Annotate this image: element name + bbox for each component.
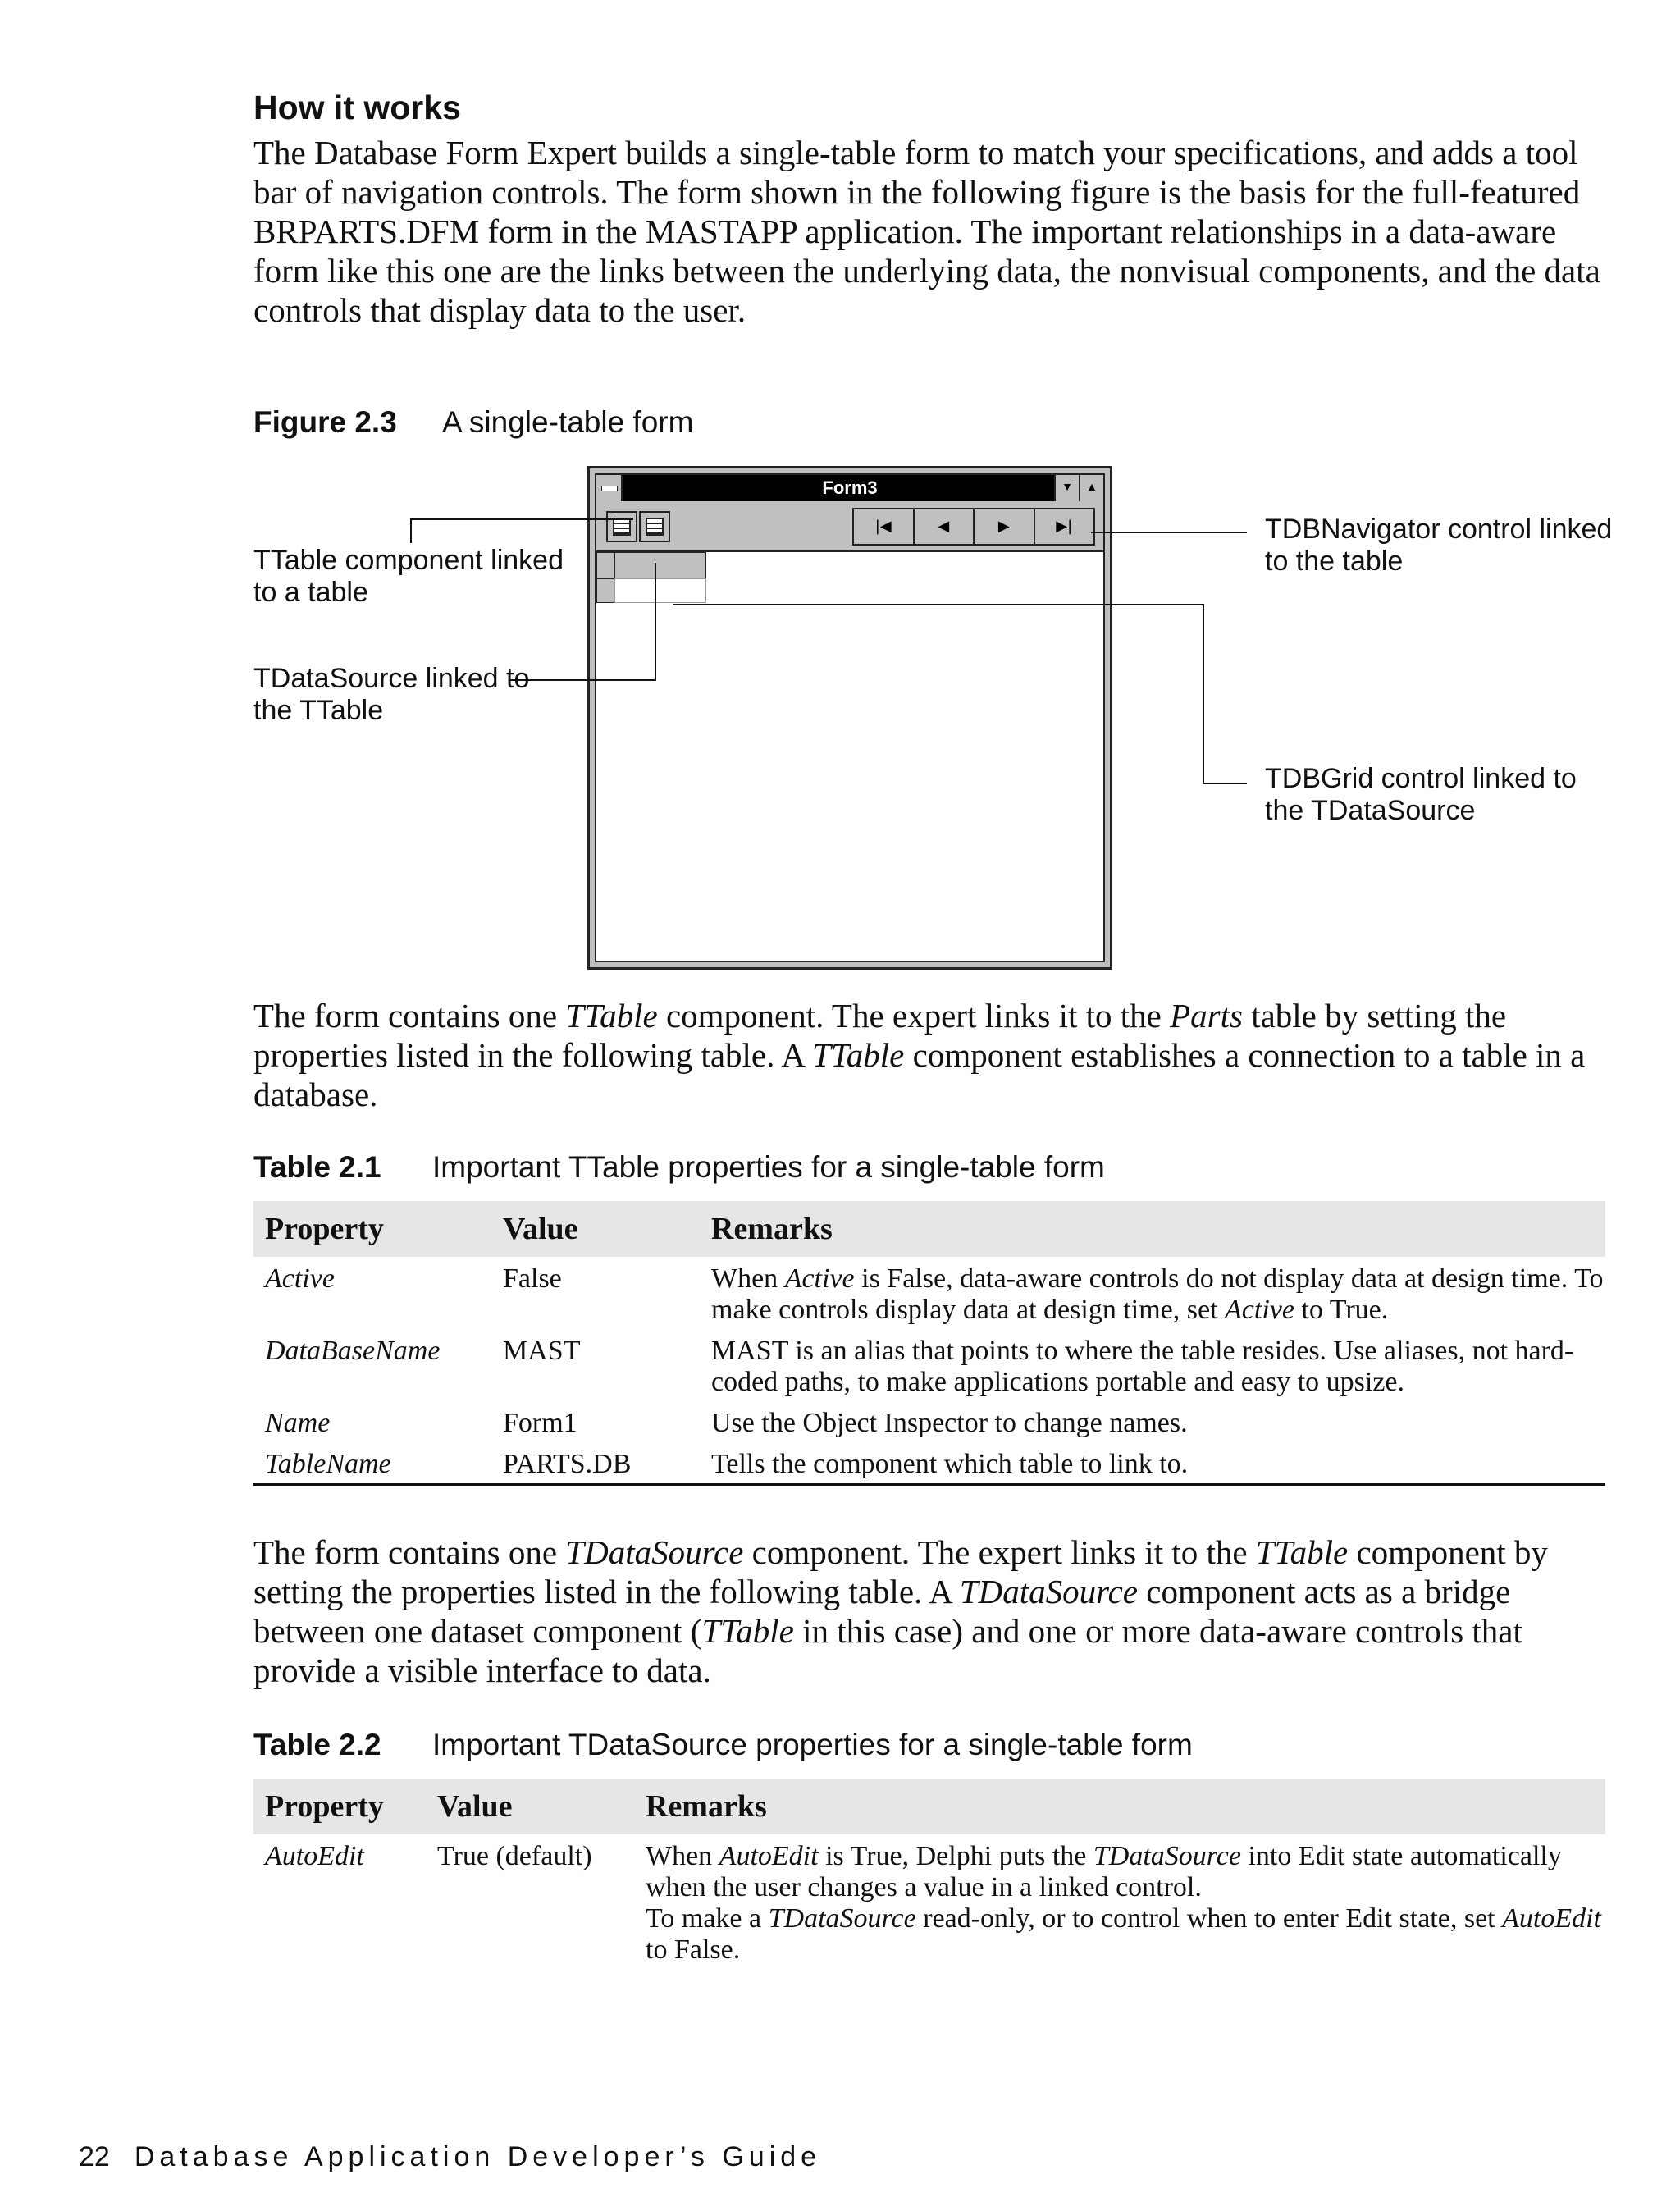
remarks-cell: [700, 1257, 1605, 1329]
value-cell: MAST: [503, 1336, 581, 1366]
db-grid[interactable]: [596, 552, 1103, 961]
value-cell: True (default): [437, 1841, 592, 1871]
remarks-text: To make a: [646, 1903, 769, 1934]
remarks-em: Active: [784, 1263, 855, 1294]
table2-header-property: Property: [253, 1779, 426, 1834]
tdatasource-callout-line1: TDataSource linked to: [253, 663, 530, 694]
table2-caption: [253, 1728, 1193, 1762]
remarks-line: [646, 1903, 1605, 1966]
p3-em-4: TTable: [701, 1612, 794, 1650]
remarks-cell: MAST is an alias that points to where the table resides. Use aliases, not hard-coded paths, to make applications portable and easy to upsize.: [711, 1336, 1574, 1397]
table2-caption-text: Important TDataSource properties for a single-table form: [432, 1728, 1193, 1761]
p3-text-5: in this case) and one or more data-aware controls that provide a visible interface to data.: [253, 1612, 1522, 1689]
value-cell: False: [503, 1263, 562, 1294]
navigator-callout-line: [1091, 532, 1247, 533]
remarks-cell: Use the Object Inspector to change names.: [711, 1408, 1188, 1438]
table2-number: Table 2.2: [253, 1728, 381, 1761]
navigator-callout-line1: TDBNavigator control linked: [1265, 514, 1613, 545]
remarks-text: When: [646, 1841, 719, 1871]
table1-header-remarks: Remarks: [700, 1201, 1605, 1257]
maximize-icon[interactable]: ▲: [1079, 475, 1103, 501]
next-record-button[interactable]: ▶: [975, 509, 1035, 544]
remarks-em: AutoEdit: [1502, 1903, 1601, 1934]
table2-header-row: [253, 1779, 1605, 1834]
p2-text-4: component establishes a connection to a table in a database.: [253, 1036, 1586, 1113]
ttable-callout: [253, 545, 564, 609]
remarks-text: read-only, or to control when to enter Edit state, set: [915, 1903, 1503, 1934]
remarks-text: is True, Delphi puts the: [818, 1841, 1093, 1871]
remarks-em: TDataSource: [768, 1903, 916, 1934]
tdatasource-paragraph: [253, 1532, 1607, 1690]
p2-text-3: table by setting the properties listed in the following table. A: [253, 997, 1507, 1074]
remarks-text: into Edit state automatically when the user changes a value in a linked control.: [646, 1841, 1562, 1902]
remarks-text: When: [711, 1263, 785, 1294]
table1-caption: [253, 1150, 1105, 1185]
ttable-paragraph: [253, 996, 1607, 1114]
tdatasource-callout-line-v: [655, 563, 656, 681]
table-row: [253, 1401, 1605, 1442]
p2-text-1: The form contains one: [253, 997, 566, 1035]
navigator-callout: [1265, 514, 1612, 578]
p2-em-2: Parts: [1170, 997, 1243, 1035]
grid-callout-line-h2: [1203, 783, 1247, 784]
ttable-callout-line2: to a table: [253, 577, 368, 608]
minimize-icon[interactable]: ▼: [1054, 475, 1079, 501]
property-cell: TableName: [265, 1449, 391, 1479]
last-record-button[interactable]: ▶|: [1035, 509, 1094, 544]
value-cell: Form1: [503, 1408, 578, 1438]
figure-caption: [253, 405, 694, 440]
grid-callout-line2: the TDataSource: [1265, 795, 1476, 826]
p3-em-3: TDataSource: [959, 1573, 1139, 1610]
table1-number: Table 2.1: [253, 1150, 381, 1184]
table2-header-remarks: Remarks: [634, 1779, 1605, 1834]
tdatasource-callout-line2: the TTable: [253, 695, 384, 726]
window-toolbar: [596, 501, 1103, 552]
remarks-em: Active: [1225, 1295, 1294, 1325]
grid-data-cell[interactable]: [614, 578, 706, 603]
p2-text-2: component. The expert links it to the: [657, 997, 1171, 1035]
db-navigator: [852, 508, 1095, 546]
p3-text-1: The form contains one: [253, 1533, 566, 1571]
page-number: 22: [79, 2141, 110, 2172]
grid-callout-line-h1: [673, 604, 1204, 605]
table1-header-value: Value: [491, 1201, 700, 1257]
ttable-callout-line-v: [410, 518, 412, 543]
grid-indicator-cell: [596, 552, 614, 578]
table-row: [253, 1329, 1605, 1401]
ttable-callout-line1: TTable component linked: [253, 545, 564, 576]
p3-text-3: component by setting the properties listed in the following table. A: [253, 1533, 1548, 1610]
prior-record-button[interactable]: ◀: [915, 509, 975, 544]
section-heading: How it works: [253, 89, 461, 126]
p3-em-2: TTable: [1255, 1533, 1349, 1571]
window-title: Form3: [822, 477, 878, 498]
grid-header-cell: [614, 552, 706, 578]
remarks-cell: [634, 1834, 1605, 1969]
tdatasource-properties-table: [253, 1779, 1605, 1969]
p2-em-1: TTable: [565, 997, 658, 1035]
grid-callout-line-v: [1203, 604, 1204, 784]
window-titlebar: [596, 475, 1103, 501]
table-row: [253, 1834, 1605, 1969]
figure-caption-text: A single-table form: [442, 405, 694, 439]
remarks-cell: Tells the component which table to link to.: [711, 1449, 1189, 1479]
property-cell: DataBaseName: [265, 1336, 441, 1366]
value-cell: PARTS.DB: [503, 1449, 632, 1479]
property-cell: Name: [265, 1408, 331, 1438]
remarks-text: is False, data-aware controls do not display data at design time. To make controls display data at design time, set: [711, 1263, 1604, 1325]
table1-header-row: [253, 1201, 1605, 1257]
p2-em-3: TTable: [811, 1036, 905, 1074]
remarks-text: to True.: [1294, 1295, 1389, 1325]
window-client-frame: [595, 473, 1105, 962]
table1-header-property: Property: [253, 1201, 491, 1257]
tdatasource-callout: [253, 663, 529, 727]
remarks-em: AutoEdit: [719, 1841, 819, 1871]
book-title: Database Application Developer’s Guide: [134, 2141, 822, 2172]
grid-row-indicator: [596, 578, 614, 603]
tdatasource-component-icon[interactable]: [639, 511, 670, 542]
p3-text-2: component. The expert links it to the: [743, 1533, 1256, 1571]
ttable-callout-line-h: [410, 518, 633, 520]
grid-callout-line1: TDBGrid control linked to: [1265, 763, 1577, 794]
table-row: [253, 1257, 1605, 1329]
p3-text-4: component acts as a bridge between one dataset component (: [253, 1573, 1511, 1650]
form-window: [587, 466, 1112, 970]
system-menu-icon[interactable]: [596, 475, 623, 501]
first-record-button[interactable]: |◀: [854, 509, 915, 544]
ttable-properties-table: [253, 1201, 1605, 1486]
ttable-component-icon[interactable]: [606, 511, 637, 542]
table2-header-value: Value: [426, 1779, 634, 1834]
remarks-em: TDataSource: [1093, 1841, 1241, 1871]
intro-paragraph: The Database Form Expert builds a single-table form to match your specifications, and adds a tool bar of navigation controls. The form shown in the following figure is the basis for the full-featured BRPARTS.DFM form in the MASTAPP application. The important relationships in a data-aware form like this one are the links between the underlying data, the nonvisual components, and the data controls that display data to the user.: [253, 134, 1600, 329]
property-cell: AutoEdit: [265, 1841, 364, 1871]
table1-caption-text: Important TTable properties for a single-table form: [432, 1150, 1105, 1184]
tdatasource-callout-line-h: [510, 679, 656, 681]
property-cell: Active: [265, 1263, 335, 1294]
table-row: [253, 1442, 1605, 1485]
figure-number: Figure 2.3: [253, 405, 397, 439]
p3-em-1: TDataSource: [565, 1533, 744, 1571]
navigator-callout-line2: to the table: [1265, 546, 1404, 577]
grid-callout: [1265, 763, 1577, 827]
remarks-text: to False.: [646, 1934, 741, 1965]
remarks-line: [646, 1841, 1605, 1903]
page-footer: [79, 2141, 821, 2173]
